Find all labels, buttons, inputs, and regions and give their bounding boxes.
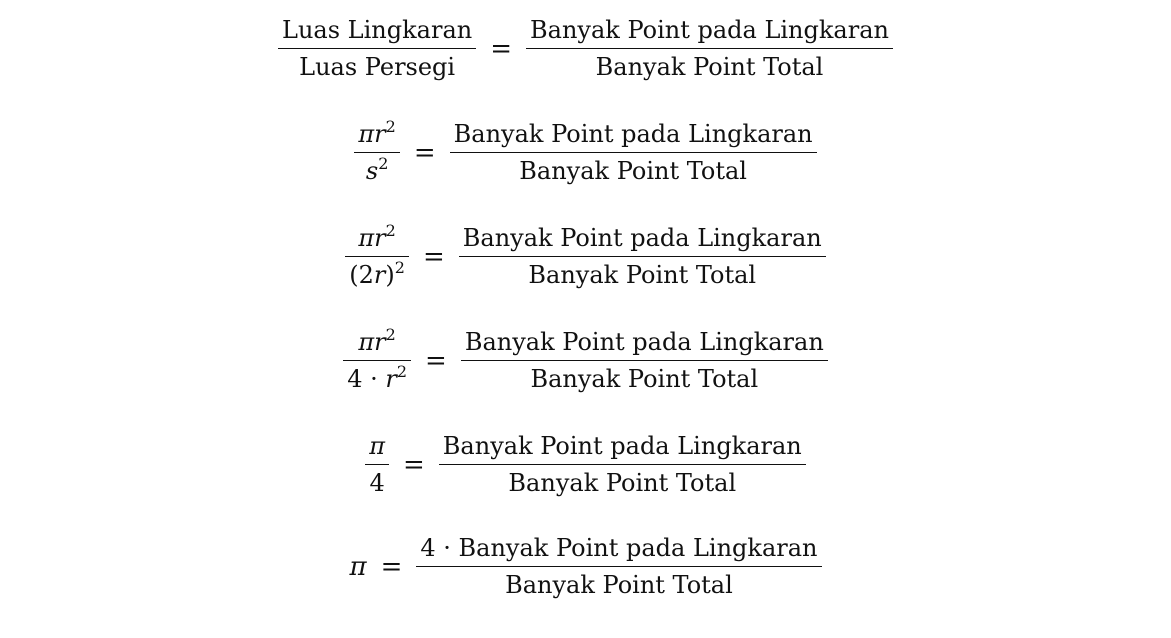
lhs-numerator-4 [354, 325, 399, 360]
rhs-fraction-2 [450, 122, 817, 183]
rhs-denominator-5: Banyak Point Total [508, 469, 737, 497]
pi-symbol: π [358, 120, 375, 148]
equation-6 [0, 536, 1171, 597]
variable-r: r [374, 120, 386, 148]
variable-r: r [374, 224, 386, 252]
rhs-denominator-6: Banyak Point Total [505, 571, 733, 599]
rhs-denominator-3: Banyak Point Total [528, 261, 757, 289]
rhs-fraction-5 [439, 434, 806, 495]
variable-r: r [374, 328, 386, 356]
pi-symbol: π [358, 224, 375, 252]
lhs-denominator-4 [343, 361, 411, 391]
equals-sign: = [422, 241, 445, 272]
lhs-denominator-2 [362, 153, 393, 183]
lhs-fraction-5 [365, 434, 389, 495]
lhs-numerator-3 [354, 221, 399, 256]
lhs-fraction-3 [345, 221, 409, 289]
equation-2 [0, 117, 1171, 185]
lhs-fraction-4 [343, 325, 411, 393]
lhs-numerator-2 [354, 117, 399, 152]
rhs-denominator-2: Banyak Point Total [519, 157, 747, 185]
equals-sign: = [425, 345, 447, 376]
lhs-numerator-1: Luas Lingkaran [282, 16, 473, 44]
rhs-numerator-5: Banyak Point pada Lingkaran [442, 432, 802, 460]
lhs-fraction-2 [354, 117, 399, 185]
equals-sign: = [413, 137, 436, 168]
rhs-numerator-6: 4 · Banyak Point pada Lingkaran [420, 534, 818, 562]
equation-1 [0, 18, 1171, 79]
equation-4 [0, 325, 1171, 393]
lhs-numerator-5: π [369, 432, 385, 460]
rhs-numerator-2: Banyak Point pada Lingkaran [453, 120, 813, 148]
rhs-fraction-1 [526, 18, 893, 79]
rhs-numerator-4: Banyak Point pada Lingkaran [464, 328, 824, 356]
exponent: 2 [394, 258, 405, 277]
exponent: 2 [385, 221, 396, 240]
paren-close: ) [385, 261, 395, 289]
rhs-fraction-3 [459, 226, 826, 287]
lhs-denominator-3 [345, 257, 409, 287]
pi-symbol: π [358, 328, 375, 356]
lhs-denominator-5: 4 [369, 469, 385, 497]
rhs-fraction-4 [461, 330, 828, 391]
exponent: 2 [378, 154, 389, 173]
variable-s: s [365, 157, 379, 185]
exponent: 2 [396, 362, 408, 381]
lhs-fraction-1 [278, 18, 476, 79]
rhs-denominator-4: Banyak Point Total [530, 365, 759, 393]
exponent: 2 [385, 325, 396, 344]
equals-sign: = [403, 449, 425, 480]
paren-open-coef: (2 [349, 261, 374, 289]
variable-r: r [385, 365, 397, 393]
equals-sign: = [380, 551, 403, 582]
exponent: 2 [385, 117, 396, 136]
lhs-pi-6: π [349, 551, 367, 582]
rhs-numerator-3: Banyak Point pada Lingkaran [462, 224, 822, 252]
rhs-numerator-1: Banyak Point pada Lingkaran [530, 16, 889, 44]
lhs-denominator-1: Luas Persegi [299, 53, 456, 81]
equation-5 [0, 434, 1171, 495]
rhs-denominator-1: Banyak Point Total [595, 53, 824, 81]
coefficient-four: 4 · [347, 365, 386, 393]
equals-sign: = [490, 33, 512, 64]
variable-r: r [373, 261, 386, 289]
rhs-fraction-6 [416, 536, 821, 597]
equation-3 [0, 221, 1171, 289]
